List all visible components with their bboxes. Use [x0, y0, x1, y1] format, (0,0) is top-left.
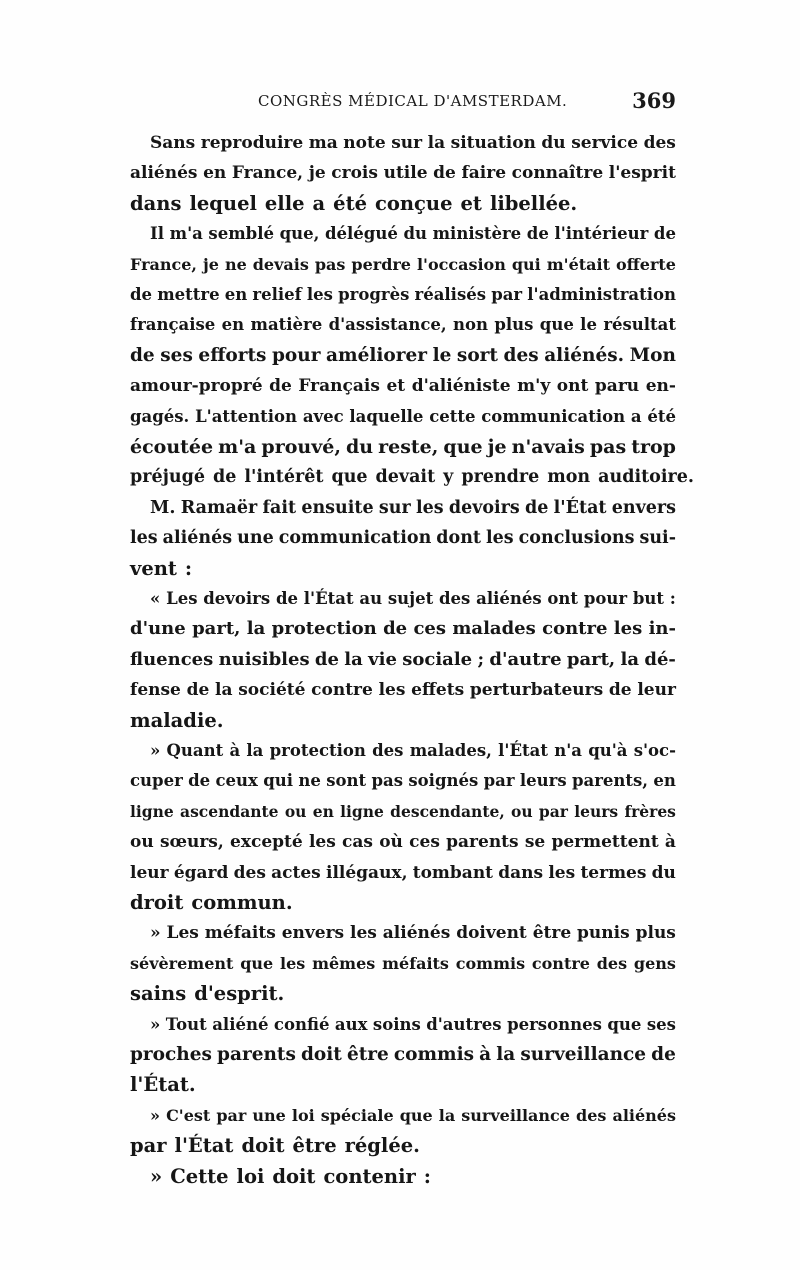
text-line: Il m'a semblé que, délégué du ministère de l'intérieur de — [150, 224, 676, 244]
text-line: sains d'esprit. — [130, 982, 285, 1006]
text-line: droit commun. — [130, 891, 293, 914]
text-line: « Les devoirs de l'État au sujet des aliénés ont pour but : — [150, 589, 676, 608]
text-line: préjugé de l'intérêt que devait y prendre mon auditoire. — [130, 467, 694, 488]
text-line: France, je ne devais pas perdre l'occasion qui m'était offerte — [130, 254, 676, 274]
text-line: maladie. — [130, 708, 224, 732]
text-line: cuper de ceux qui ne sont pas soignés par leurs parents, en — [130, 771, 676, 791]
text-line: écoutée m'a prouvé, du reste, que je n'avais pas trop — [130, 436, 676, 458]
text-line: leur égard des actes illégaux, tombant dans les termes du — [130, 862, 676, 883]
text-line: les aliénés une communication dont les conclusions sui- — [130, 528, 676, 549]
running-title: CONGRÈS MÉDICAL D'AMSTERDAM. — [258, 92, 568, 110]
text-line: de ses efforts pour améliorer le sort des aliénés. Mon — [130, 344, 676, 366]
text-line: française en matière d'assistance, non plus que le résultat — [130, 315, 676, 335]
text-line: fense de la société contre les effets perturbateurs de leur — [130, 680, 676, 701]
text-line: par l'État doit être réglée. — [130, 1134, 420, 1158]
text-line: ligne ascendante ou en ligne descendante, ou par leurs frères — [130, 801, 676, 821]
text-line: Sans reproduire ma note sur la situation du service des — [150, 133, 676, 153]
text-line: M. Ramaër fait ensuite sur les devoirs de l'État envers — [150, 497, 676, 518]
text-line: dans lequel elle a été conçue et libellée. — [130, 191, 578, 215]
text-line: d'une part, la protection de ces malades contre les in- — [130, 618, 676, 640]
text-line: » Les méfaits envers les aliénés doivent être punis plus — [150, 923, 676, 944]
page-number: 369 — [632, 88, 676, 113]
text-line: » Tout aliéné confié aux soins d'autres personnes que ses — [150, 1014, 676, 1034]
text-line: sévèrement que les mêmes méfaits commis contre des gens — [130, 953, 676, 973]
text-line: » Cette loi doit contenir : — [150, 1164, 431, 1188]
text-line: » C'est par une loi spéciale que la surveillance des aliénés — [150, 1105, 676, 1125]
text-line: aliénés en France, je crois utile de faire connaître l'esprit — [130, 163, 676, 184]
text-line: de mettre en relief les progrès réalisés par l'administration — [130, 285, 676, 304]
text-line: l'État. — [130, 1073, 196, 1097]
text-line: fluences nuisibles de la vie sociale ; d'autre part, la dé- — [130, 648, 676, 670]
text-line: gagés. L'attention avec laquelle cette communication a été — [130, 406, 676, 426]
text-line: ou sœurs, excepté les cas où ces parents se permettent à — [130, 832, 676, 853]
text-line: vent : — [130, 556, 193, 580]
text-line: proches parents doit être commis à la surveillance de — [130, 1044, 676, 1065]
text-line: amour-propré de Français et d'aliéniste m'y ont paru en- — [130, 376, 676, 397]
text-line: » Quant à la protection des malades, l'État n'a qu'à s'oc- — [150, 741, 676, 760]
running-head — [130, 88, 676, 118]
